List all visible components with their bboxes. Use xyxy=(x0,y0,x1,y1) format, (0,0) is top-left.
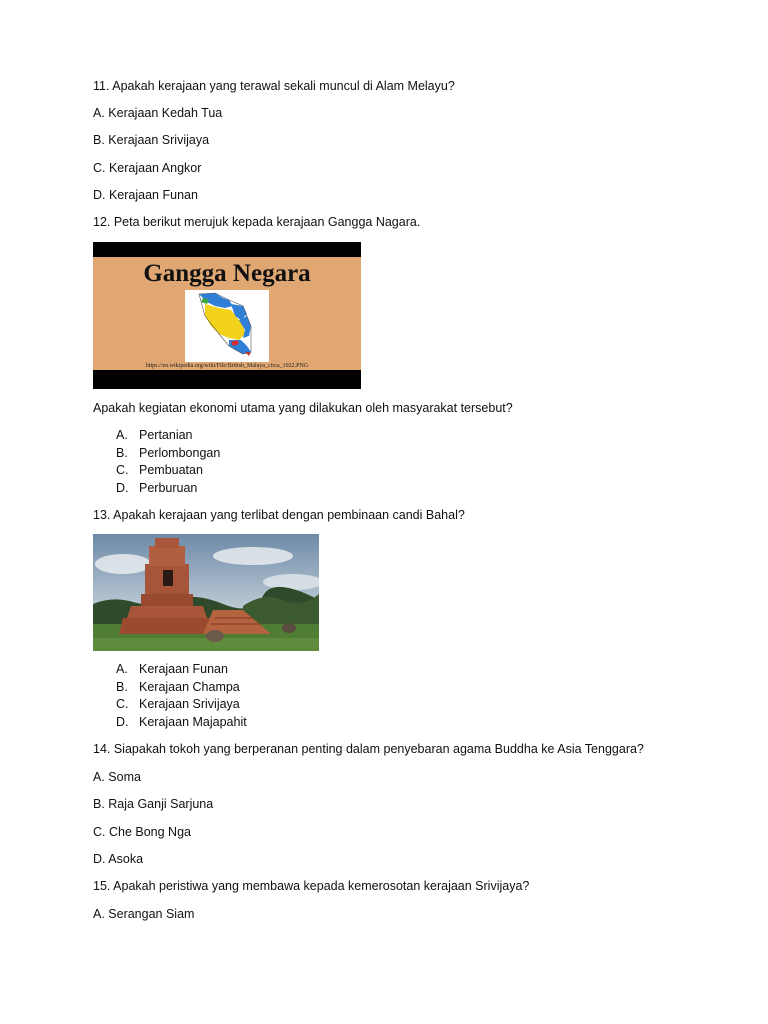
q12-followup-question: Apakah kegiatan ekonomi utama yang dilakukan oleh masyarakat tersebut? xyxy=(93,401,513,415)
image-title: Gangga Negara xyxy=(143,260,311,287)
option-marker: B. xyxy=(116,680,128,694)
option-text: Pertanian xyxy=(139,428,193,442)
image-border-top xyxy=(93,242,361,257)
q11-option-a: A. Kerajaan Kedah Tua xyxy=(93,106,223,120)
candi-bahal-photo xyxy=(93,534,319,651)
q11-option-d: D. Kerajaan Funan xyxy=(93,188,198,202)
option-text: Kerajaan Srivijaya xyxy=(139,697,240,711)
option-marker: A. xyxy=(116,428,128,442)
option-marker: A. xyxy=(116,662,128,676)
q14-option-c: C. Che Bong Nga xyxy=(93,825,191,839)
q13-question: 13. Apakah kerajaan yang terlibat dengan pembinaan candi Bahal? xyxy=(93,508,465,522)
option-marker: C. xyxy=(116,697,129,711)
q11-option-b: B. Kerajaan Srivijaya xyxy=(93,133,210,147)
gangga-negara-map-image xyxy=(93,242,361,389)
option-marker: C. xyxy=(116,463,129,477)
option-marker: D. xyxy=(116,481,129,495)
image-border-bottom xyxy=(93,370,361,389)
q14-option-d: D. Asoka xyxy=(93,852,144,866)
q11-question: 11. Apakah kerajaan yang terawal sekali muncul di Alam Melayu? xyxy=(93,79,455,93)
q14-option-b: B. Raja Ganji Sarjuna xyxy=(93,797,214,811)
option-text: Perburuan xyxy=(139,481,198,495)
q12-question: 12. Peta berikut merujuk kepada kerajaan Gangga Nagara. xyxy=(93,215,421,229)
q15-option-a: A. Serangan Siam xyxy=(93,907,195,921)
option-text: Perlombongan xyxy=(139,446,221,460)
option-marker: B. xyxy=(116,446,128,460)
q15-question: 15. Apakah peristiwa yang membawa kepada kemerosotan kerajaan Srivijaya? xyxy=(93,879,530,893)
option-text: Kerajaan Majapahit xyxy=(139,715,247,729)
option-text: Kerajaan Champa xyxy=(139,680,240,694)
option-marker: D. xyxy=(116,715,129,729)
temple-photo-icon xyxy=(93,534,319,651)
option-text: Pembuatan xyxy=(139,463,203,477)
q14-option-a: A. Soma xyxy=(93,770,141,784)
q11-option-c: C. Kerajaan Angkor xyxy=(93,161,202,175)
peninsula-map xyxy=(185,290,269,362)
option-text: Kerajaan Funan xyxy=(139,662,228,676)
q14-question: 14. Siapakah tokoh yang berperanan penting dalam penyebaran agama Buddha ke Asia Tenggara? xyxy=(93,742,644,756)
malaya-map-icon xyxy=(185,290,269,362)
image-source-url: https://en.wikipedia.org/wiki/File:British_Malaya_circa_1922.PNG xyxy=(145,363,309,369)
